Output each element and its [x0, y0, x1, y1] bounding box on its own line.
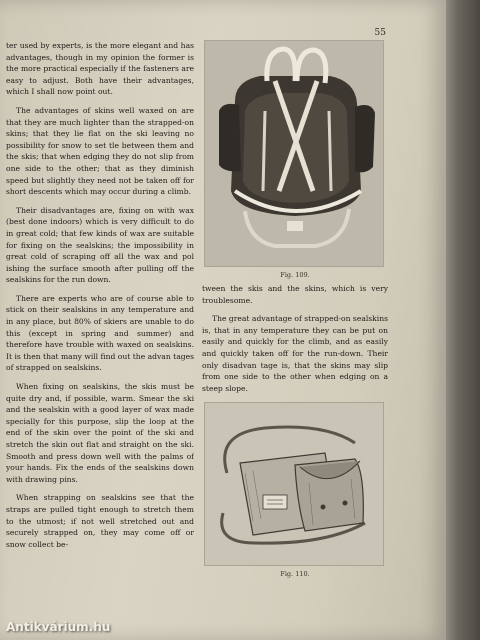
- rucksack-figure-svg: [205, 41, 383, 266]
- figure-caption: Fig. 109.: [280, 271, 310, 279]
- right-text-block: [202, 283, 388, 394]
- paragraph: There are experts who are of course able to stick on their sealskins in any temperature and in any place, but 80% of skiers are unable to do this (except in spring and summer) and therefore have trouble with waxed on sealskins. It is then that many will find out the advan tages of strapped on sealskins.: [6, 293, 194, 373]
- paragraph: When fixing on sealskins, the skis must be quite dry and, if possible, warm. Smear the ski and the sealskin with a good layer of wax made specially for this purpose, slip the loop at the end of the skin over the point of the ski and stretch the skin out flat and straight on the ski. Smooth and press down well with the palms of your hands. Fix the ends of the sealskins down with drawing pins.: [6, 382, 194, 484]
- bag-figure-svg: [205, 403, 383, 565]
- paragraph: The great advantage of strapped-on sealskins is, that in any temperature they can be put on easily and quickly for the climb, and as easily and quickly taken off for the run-down. Their only disadvan tage is, that the skins may slip from one side to the other when edging on a steep slope.: [202, 314, 388, 393]
- watermark: Antikvárium.hu: [6, 620, 111, 634]
- paragraph: The advantages of skins well waxed on are that they are much lighter than the strapped-on skins; that they lie flat on the ski leaving no possibility for snow to set tle between them and the skis; that when edging they do not slip from one side to the other; that as they diminish speed but slightly they need not be taken off for short descents which may occur during a climb.: [6, 105, 194, 197]
- paragraph: When strapping on sealskins see that the straps are pulled tight enough to stretch them to the utmost; if not well stretched out and securely strapped on, they may come off or snow collect be-: [6, 493, 194, 549]
- left-text-column: [6, 40, 194, 640]
- figure-caption: Fig. 110.: [280, 570, 310, 579]
- book-spine-edge: [446, 0, 480, 640]
- rucksack-illustration: [204, 40, 384, 267]
- paragraph: tween the skis and the skins, which is very troublesome.: [202, 284, 388, 305]
- bag-illustration: [204, 402, 384, 566]
- page-number: 55: [374, 28, 386, 38]
- right-column: [202, 40, 388, 640]
- paragraph: ter used by experts, is the more elegant and has advantages, though in my opinion the former is the more practical especially if the fasteners are easy to adjust. Both have their advantages, which I shall now point out.: [6, 41, 194, 97]
- paragraph: Their disadvantages are, fixing on with wax (best done indoors) which is very difficult to do in great cold; that few kinds of wax are suitable for fixing on the sealskins; the impossibility in great cold of scraping off all the wax and pol ishing the surface smooth after pulling off the sealskins for the run down.: [6, 205, 194, 285]
